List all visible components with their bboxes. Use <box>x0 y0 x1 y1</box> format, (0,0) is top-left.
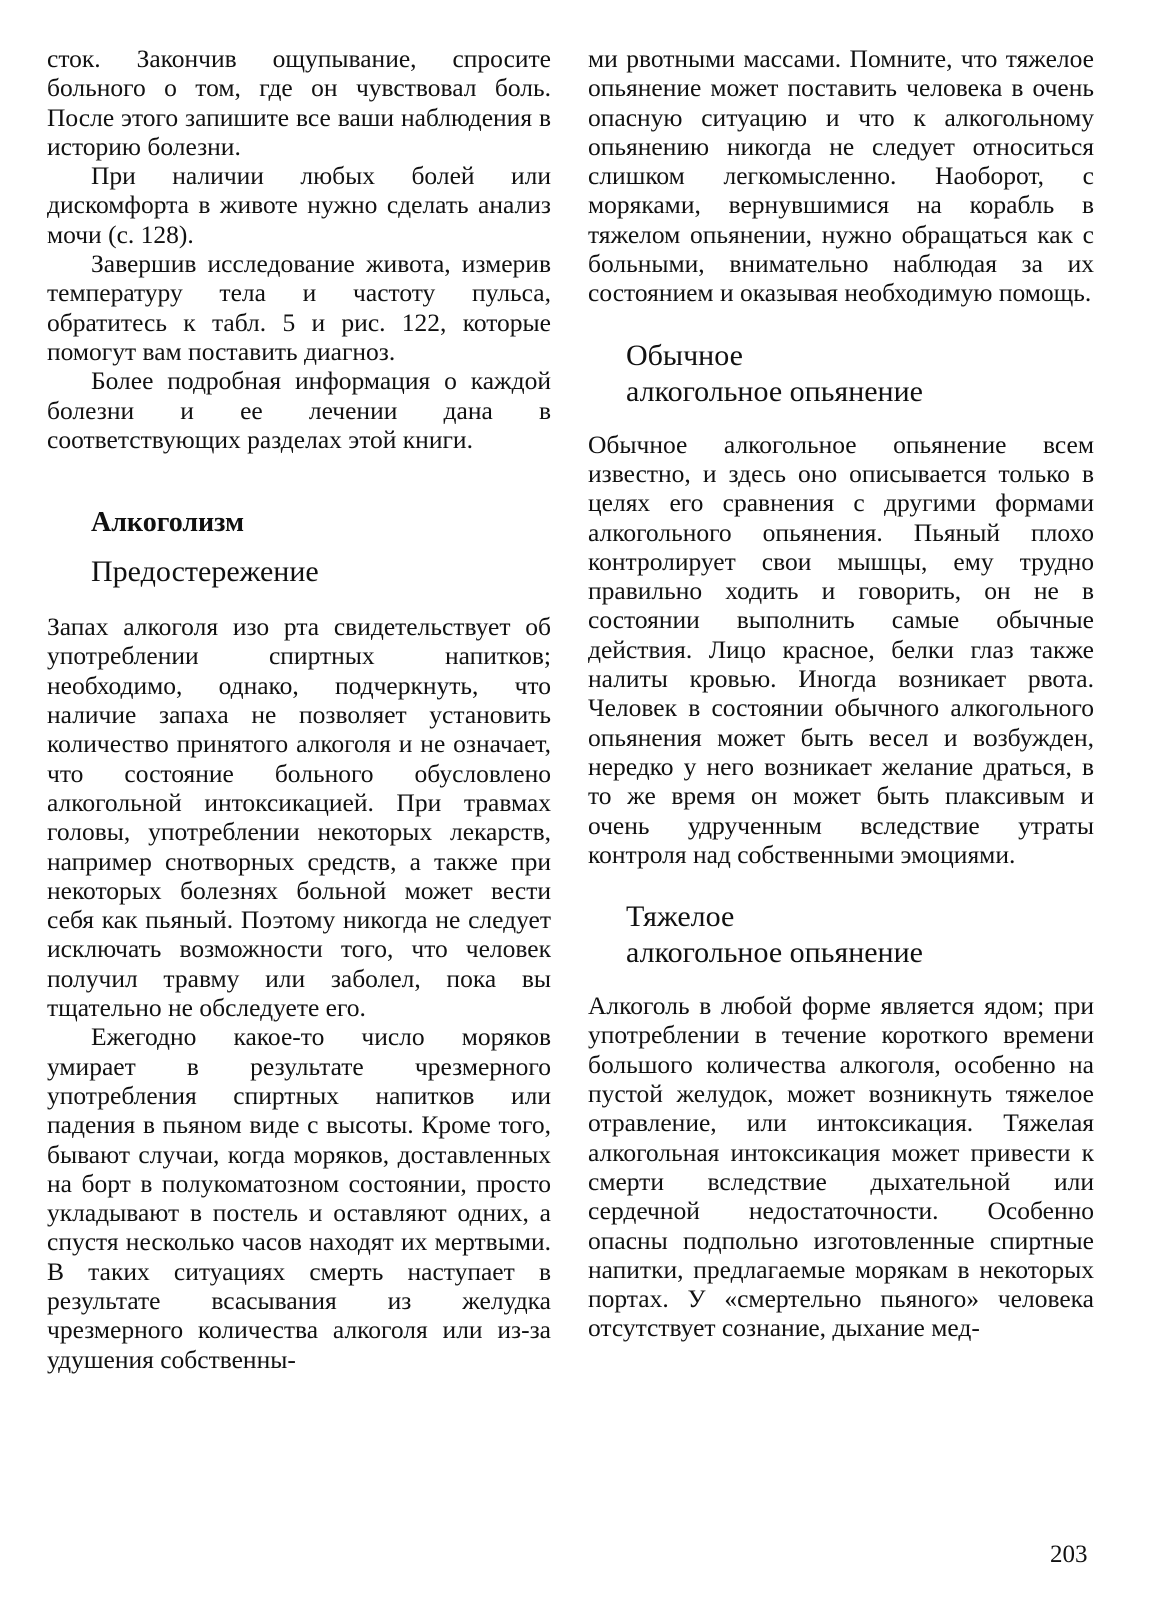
page-number: 203 <box>1050 1541 1088 1568</box>
section-title-warning: Предостережение <box>91 555 319 589</box>
paragraph-sailors-deaths: Ежегодно какое-то число моряков умирает в результате чрезмерного употребления спиртных напитков или падения в пьяном виде с высоты. Кроме того, бывают случаи, когда моряков, доставленных на борт в полукоматозном состоянии, просто укладывают в постель и оставляют одних, а спустя несколько часов находят их мертвыми. В таких ситуациях смерть наступает в результате всасывания из желудка чрезмерного количества алкоголя или из-за удушения собственны- <box>47 1022 551 1374</box>
paragraph-alcohol-smell: Запах алкоголя изо рта свидетельствует об употреблении спиртных напитков; необходимо, однако, подчеркнуть, что наличие запаха не позволяет установить количество принятого алкоголя и не означает, что состояние больного обусловлено алкогольной интоксикацией. При травмах головы, употреблении некоторых лекарств, например снотворных средств, а также при некоторых болезнях больной может вести себя как пьяный. Поэтому никогда не следует исключать возможности того, что человек получил травму или заболел, пока вы тщательно не обследуете его. <box>47 612 551 1023</box>
paragraph-diagnosis: Завершив исследование живота, измерив температуру тела и частоту пульса, обратитесь к табл. 5 и рис. 122, которые помогут вам поставить диагноз. <box>47 249 551 366</box>
paragraph-ordinary-intoxication: Обычное алкогольное опьянение всем известно, и здесь оно описывается только в целях его сравнения с другими формами алкогольного опьянения. Пьяный плохо контролирует свои мышцы, ему трудно правильно ходить и говорить, он не в состоянии выполнить самые обычные действия. Лицо красное, белки глаз также налиты кровью. Иногда возникает рвота. Человек в состоянии обычного алкогольного опьянения может быть весел и возбужден, нередко у него возникает желание драться, в то же время он может быть плаксивым и очень удрученным вследствие утраты контроля над собственными эмоциями. <box>588 429 1094 869</box>
paragraph-continued: сток. Закончив ощупывание, спросите больного о том, где он чувствовал боль. После этого запишите все ваши наблюдения в историю болезни. <box>47 44 551 161</box>
chapter-title: Алкоголизм <box>91 507 245 539</box>
section-title-line: алкогольное опьянение <box>626 936 923 970</box>
paragraph-severe-intoxication: Алкоголь в любой форме является ядом; при употреблении в течение короткого времени большого количества алкоголя, особенно на пустой желудок, может возникнуть тяжелое отравление, или интоксикация. Тяжелая алкогольная интоксикация может привести к смерти вследствие дыхательной или сердечной недостаточности. Особенно опасны подпольно изготовленные спиртные напитки, предлагаемые морякам в некоторых портах. У «смертельно пьяного» человека отсутствует сознание, дыхание мед- <box>588 991 1094 1343</box>
right-column <box>588 44 1094 1343</box>
paragraph-urine-analysis: При наличии любых болей или дискомфорта в животе нужно сделать анализ мочи (с. 128). <box>47 161 551 249</box>
paragraph-vomit-continued: ми рвотными массами. Помните, что тяжелое опьянение может поставить человека в очень опасную ситуацию и что к алкогольному опьянению никогда не следует относиться слишком легкомысленно. Наоборот, с моряками, вернувшимися на корабль в тяжелом опьянении, нужно обращаться как с больными, внимательно наблюдая за их состоянием и оказывая необходимую помощь. <box>588 44 1094 308</box>
section-title-severe-intoxication <box>588 899 1094 971</box>
section-title-line: Обычное <box>626 338 743 372</box>
section-title-line: Тяжелое <box>626 900 735 934</box>
section-title-line: алкогольное опьянение <box>626 374 923 408</box>
paragraph-more-info: Более подробная информация о каждой болезни и ее лечении дана в соответствующих разделах этой книги. <box>47 366 551 454</box>
left-column <box>47 44 551 1374</box>
section-title-ordinary-intoxication <box>588 338 1094 410</box>
